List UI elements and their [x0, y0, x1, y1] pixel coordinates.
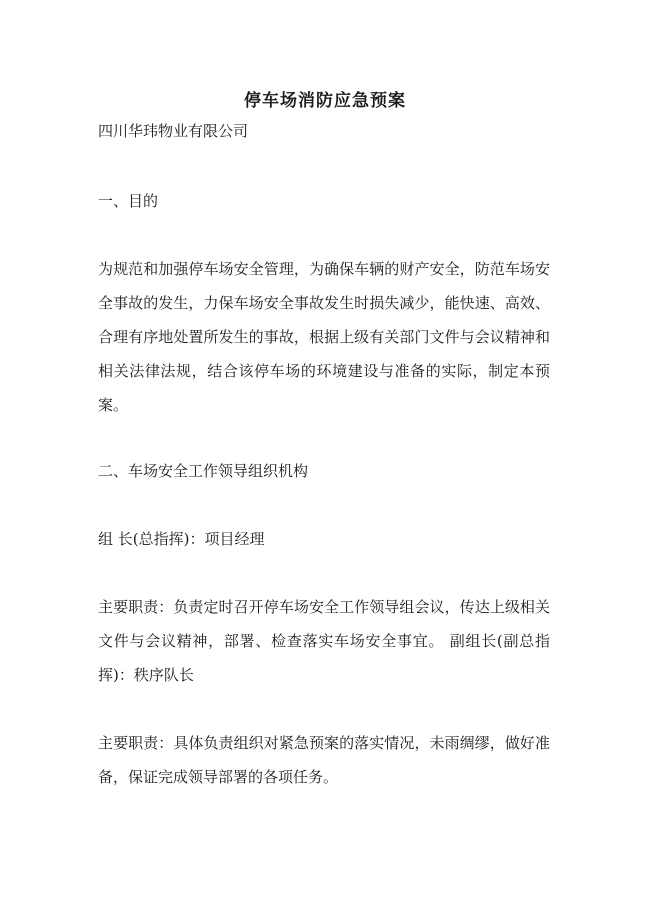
duty-paragraph-2: 主要职责：具体负责组织对紧急预案的落实情况，未雨绸缪，做好准备，保证完成领导部署的各项任务。 — [98, 734, 550, 786]
section-1-body: 为规范和加强停车场安全管理，为确保车辆的财产安全，防范车场安全事故的发生，力保车场安全事故发生时损失减少，能快速、高效、合理有序地处置所发生的事故，根据上级有关部门文件与会议精神和相关法律法规，结合该停车场的环境建设与准备的实际，制定本预案。 — [98, 260, 550, 414]
leader-line: 组 长(总指挥)：项目经理 — [98, 530, 265, 548]
document-title: 停车场消防应急预案 — [244, 91, 406, 111]
company-name: 四川华玮物业有限公司 — [98, 122, 249, 140]
section-1-heading: 一、目的 — [98, 192, 159, 210]
section-2-heading: 二、车场安全工作领导组织机构 — [98, 462, 309, 480]
duty-paragraph-1: 主要职责：负责定时召开停车场安全工作领导组会议，传达上级相关文件与会议精神，部署、检查落实车场安全事宜。 副组长(副总指挥)：秩序队长 — [98, 598, 550, 684]
